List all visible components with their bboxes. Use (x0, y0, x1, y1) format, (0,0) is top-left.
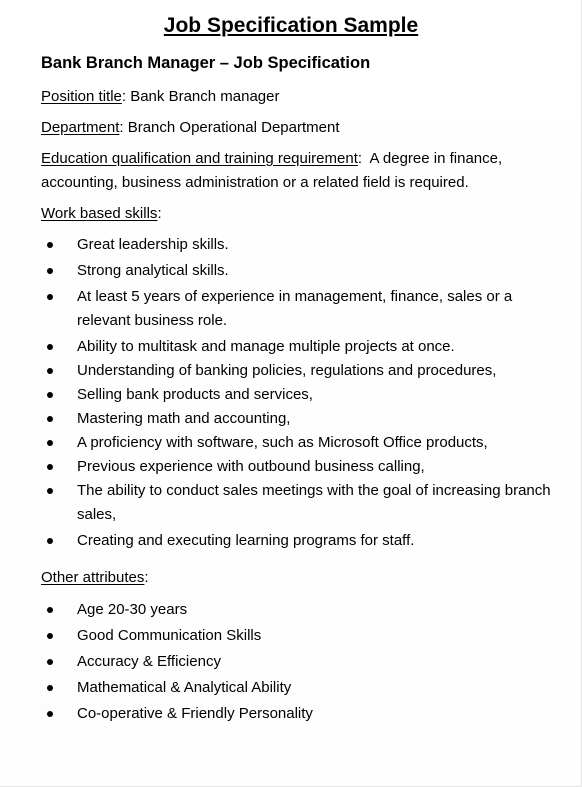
list-item: Strong analytical skills. (77, 259, 561, 283)
position-title-label: Position title (41, 88, 122, 105)
work-skills-label: Work based skills (41, 205, 158, 222)
document-title: Job Specification Sample (163, 14, 419, 37)
list-item: At least 5 years of experience in management, finance, sales or a relevant business role. (77, 285, 561, 333)
list-item: Understanding of banking policies, regulations and procedures, (77, 359, 561, 383)
work-skills-colon: : (157, 205, 162, 222)
other-attributes-heading (41, 566, 561, 590)
education-label: Education qualification and training requirement (41, 150, 358, 167)
list-item: A proficiency with software, such as Microsoft Office products, (77, 431, 561, 455)
list-item: Great leadership skills. (77, 233, 561, 257)
list-item: Age 20-30 years (77, 598, 561, 622)
other-attributes-label: Other attributes (41, 569, 145, 586)
document-subtitle: Bank Branch Manager – Job Specification (41, 54, 371, 72)
list-item: Accuracy & Efficiency (77, 650, 561, 674)
list-item: Good Communication Skills (77, 624, 561, 648)
education-value: : A degree in finance, accounting, business administration or a related field is required. (41, 150, 507, 191)
department-label: Department (41, 119, 120, 136)
education-paragraph (41, 147, 561, 195)
department-value: : Branch Operational Department (119, 119, 340, 136)
other-attributes-colon: : (144, 569, 149, 586)
list-item: Mathematical & Analytical Ability (77, 676, 561, 700)
list-item: Previous experience with outbound business calling, (77, 455, 561, 479)
department-line (41, 116, 561, 140)
position-title-value: : Bank Branch manager (121, 88, 280, 105)
list-item: Selling bank products and services, (77, 383, 561, 407)
other-attributes-list (77, 598, 561, 726)
work-skills-heading (41, 202, 561, 226)
list-item: Co-operative & Friendly Personality (77, 702, 561, 726)
list-item: Mastering math and accounting, (77, 407, 561, 431)
list-item: Creating and executing learning programs for staff. (77, 529, 561, 553)
work-skills-list (77, 233, 561, 553)
list-item: The ability to conduct sales meetings with the goal of increasing branch sales, (77, 479, 561, 527)
position-title-line (41, 85, 561, 109)
list-item: Ability to multitask and manage multiple projects at once. (77, 335, 561, 359)
